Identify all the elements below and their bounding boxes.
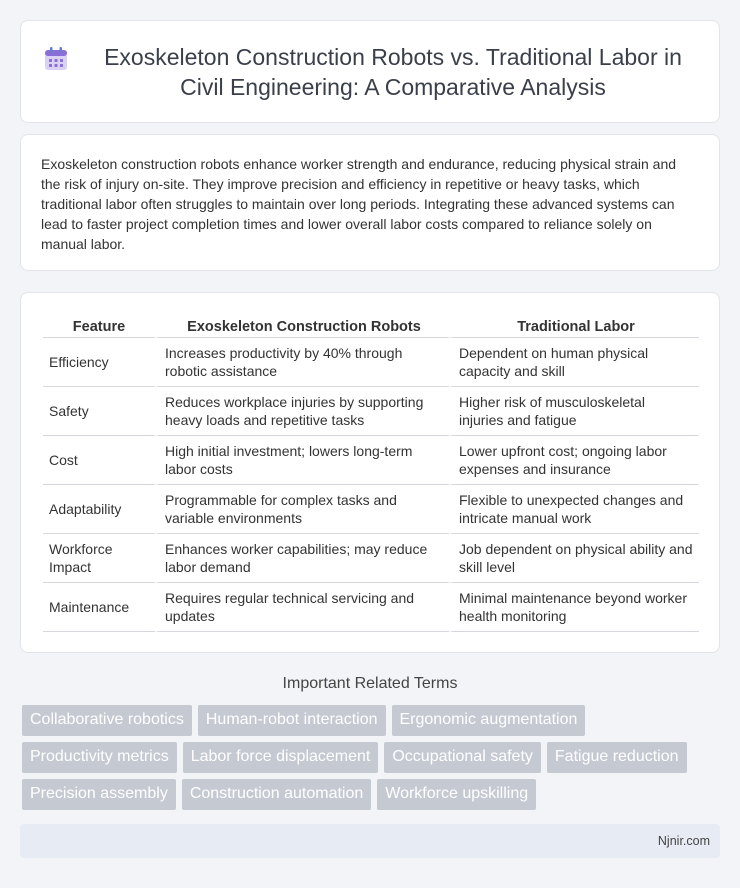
term-tag[interactable]: Labor force displacement: [183, 742, 379, 773]
column-header-exoskeleton: Exoskeleton Construction Robots: [155, 316, 449, 338]
feature-cell: Workforce Impact: [43, 534, 155, 583]
table-row: [43, 534, 699, 583]
title-card: [20, 20, 720, 123]
table-row: [43, 583, 699, 632]
term-tag[interactable]: Fatigue reduction: [547, 742, 687, 773]
term-tag[interactable]: Occupational safety: [384, 742, 541, 773]
exoskeleton-cell: Reduces workplace injuries by supporting heavy loads and repetitive tasks: [155, 387, 449, 436]
table-row: [43, 338, 699, 387]
feature-cell: Maintenance: [43, 583, 155, 632]
term-tag[interactable]: Ergonomic augmentation: [392, 705, 586, 736]
traditional-cell: Job dependent on physical ability and skill level: [449, 534, 699, 583]
traditional-cell: Lower upfront cost; ongoing labor expenses and insurance: [449, 436, 699, 485]
exoskeleton-cell: Increases productivity by 40% through robotic assistance: [155, 338, 449, 387]
term-tag[interactable]: Precision assembly: [22, 779, 176, 810]
table-row: [43, 436, 699, 485]
traditional-cell: Higher risk of musculoskeletal injuries and fatigue: [449, 387, 699, 436]
traditional-cell: Minimal maintenance beyond worker health monitoring: [449, 583, 699, 632]
intro-paragraph: Exoskeleton construction robots enhance worker strength and endurance, reducing physical strain and the risk of injury on-site. They improve precision and efficiency in repetitive or heavy tasks, which traditional labor often struggles to maintain over long periods. Integrating these advanced systems can lead to faster project completion times and lower overall labor costs compared to reliance solely on manual labor.: [41, 156, 677, 252]
term-tag[interactable]: Human-robot interaction: [198, 705, 386, 736]
exoskeleton-cell: Requires regular technical servicing and updates: [155, 583, 449, 632]
comparison-table: [43, 316, 699, 632]
feature-cell: Cost: [43, 436, 155, 485]
intro-card: [20, 134, 720, 271]
comparison-card: [20, 292, 720, 653]
exoskeleton-cell: Programmable for complex tasks and variable environments: [155, 485, 449, 534]
exoskeleton-cell: High initial investment; lowers long-term labor costs: [155, 436, 449, 485]
footer-bar: [20, 824, 720, 858]
table-header-row: [43, 316, 699, 338]
column-header-feature: Feature: [43, 316, 155, 338]
feature-cell: Adaptability: [43, 485, 155, 534]
feature-cell: Efficiency: [43, 338, 155, 387]
traditional-cell: Dependent on human physical capacity and skill: [449, 338, 699, 387]
page-title: Exoskeleton Construction Robots vs. Traditional Labor in Civil Engineering: A Comparative Analysis: [104, 43, 682, 100]
term-tag[interactable]: Construction automation: [182, 779, 371, 810]
exoskeleton-cell: Enhances worker capabilities; may reduce labor demand: [155, 534, 449, 583]
term-tag[interactable]: Workforce upskilling: [377, 779, 536, 810]
traditional-cell: Flexible to unexpected changes and intricate manual work: [449, 485, 699, 534]
footer-site-link[interactable]: Njnir.com: [657, 834, 710, 848]
table-row: [43, 485, 699, 534]
calendar-icon: [43, 46, 69, 72]
column-header-traditional: Traditional Labor: [449, 316, 699, 338]
title-row: [43, 42, 697, 102]
feature-cell: Safety: [43, 387, 155, 436]
term-tag[interactable]: Collaborative robotics: [22, 705, 192, 736]
table-row: [43, 387, 699, 436]
related-terms-list: [22, 705, 722, 816]
term-tag[interactable]: Productivity metrics: [22, 742, 177, 773]
related-terms-heading: Important Related Terms: [282, 675, 458, 692]
